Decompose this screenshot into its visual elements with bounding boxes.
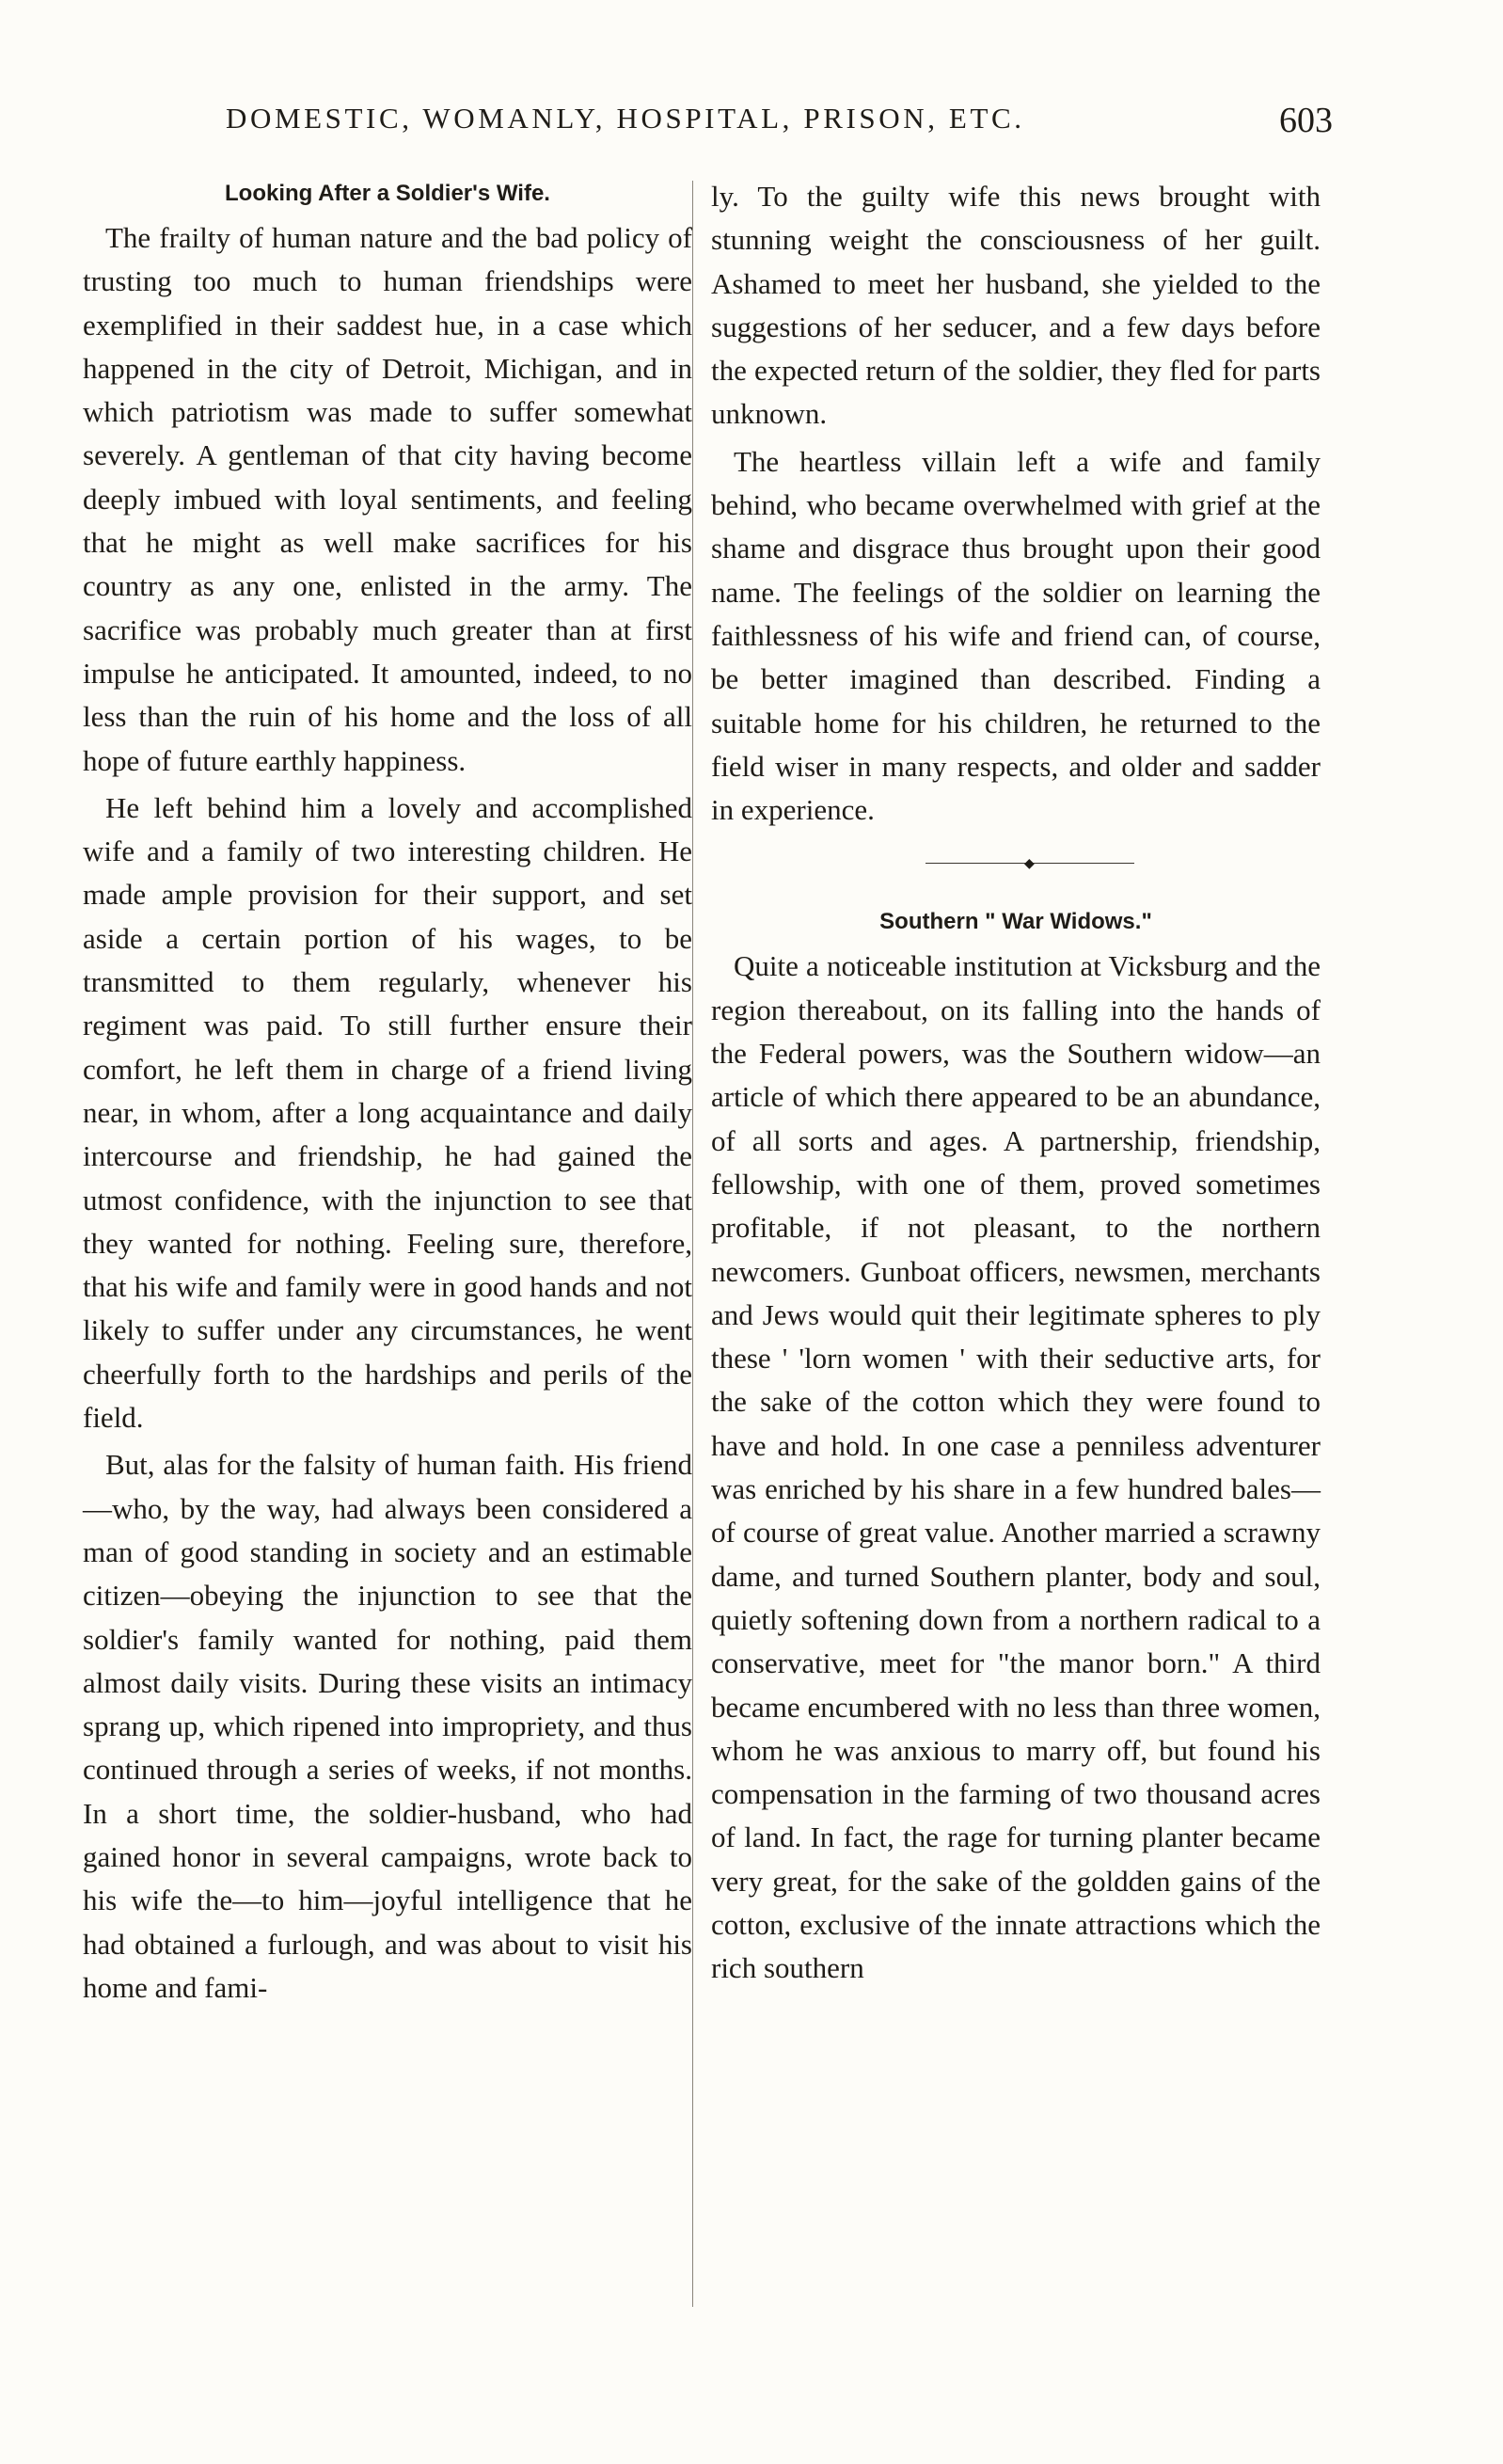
column-divider — [692, 181, 693, 2307]
section-heading-soldiers-wife: Looking After a Soldier's Wife. — [225, 181, 550, 206]
right-column — [711, 175, 1321, 1991]
section-heading-war-widows: Southern " War Widows." — [879, 909, 1152, 935]
running-head: DOMESTIC, WOMANLY, HOSPITAL, PRISON, ETC. — [226, 102, 1025, 135]
left-column — [83, 175, 692, 2010]
page-number: 603 — [1279, 101, 1333, 140]
paragraph: The heartless villain left a wife and family behind, who became overwhelmed with grief at the shame and disgrace thus brought upon their good name. The feelings of the soldier on learning the faithlessness of his wife and friend can, of course, be better imagined than described. Finding a suitable home for his children, he returned to the field wiser in many respects, and older and sadder in experience. — [711, 444, 1321, 827]
paragraph: But, alas for the falsity of human faith. His friend—who, by the way, had always been considered a man of good standing in society and an estimable citizen—obeying the injunction to see that the soldier's family wanted for nothing, paid them almost daily visits. During these visits an intimacy sprang up, which ripened into impropriety, and thus continued through a series of weeks, if not months. In a short time, the soldier-husband, who had gained honor in several campaigns, wrote back to his wife the—to him—joyful intelligence that he had obtained a furlough, and was about to visit his home and fami- — [83, 1448, 692, 2004]
paragraph: The frailty of human nature and the bad policy of trusting too much to human friendships were exemplified in their saddest hue, in a case which happened in the city of Detroit, Michigan, and in which patriotism was made to suffer somewhat severely. A gentleman of that city having become deeply imbued with loyal sentiments, and feeling that he might as well make sacrifices for his country as any one, enlisted in the army. The sacrifice was probably much greater than at first impulse he anticipated. It amounted, indeed, to no less than the ruin of his home and the loss of all hope of future earthly happiness. — [83, 221, 692, 777]
diamond-icon: ◆ — [1024, 856, 1035, 872]
paragraph-continuation: ly. To the guilty wife this news brought with stunning weight the consciousness of her guilt. Ashamed to meet her husband, she yielded to the suggestions of her seducer, and a few days before the expected return of the soldier, they fled for parts unknown. — [711, 180, 1321, 431]
paragraph: Quite a noticeable institution at Vicksburg and the region thereabout, on its falling into the hands of the Federal powers, was the Southern widow—an article of which there appeared to be an abundance, of all sorts and ages. A partnership, friendship, fellowship, with one of them, proved sometimes profitable, if not pleasant, to the northern newcomers. Gunboat officers, newsmen, merchants and Jews would quit their legitimate spheres to ply these ' 'lorn women ' with their seductive arts, for the sake of the cotton which they were found to have and hold. In one case a penniless adventurer was enriched by his share in a few hundred bales—of course of great value. Another married a scrawny dame, and turned Southern planter, body and soul, quietly softening down from a northern radical to a conservative, meet for "the manor born." A third became encumbered with no less than three women, whom he was anxious to marry off, but found his compensation in the farming of two thousand acres of land. In fact, the rage for turning planter became very great, for the sake of the goldden gains of the cotton, exclusive of the innate attractions which the rich southern — [711, 949, 1321, 1985]
section-ornament — [711, 839, 1321, 886]
paragraph: He left behind him a lovely and accomplished wife and a family of two interesting children. He made ample provision for their support, and set aside a certain portion of his wages, to be transmitted to them regularly, whenever his regiment was paid. To still further ensure their comfort, he left them in charge of a friend living near, in whom, after a long acquaintance and daily intercourse and friendship, he had gained the utmost confidence, with the injunction to see that they wanted for nothing. Feeling sure, therefore, that his wife and family were in good hands and not likely to suffer under any circumstances, he went cheerfully forth to the hardships and perils of the field. — [83, 790, 692, 1435]
